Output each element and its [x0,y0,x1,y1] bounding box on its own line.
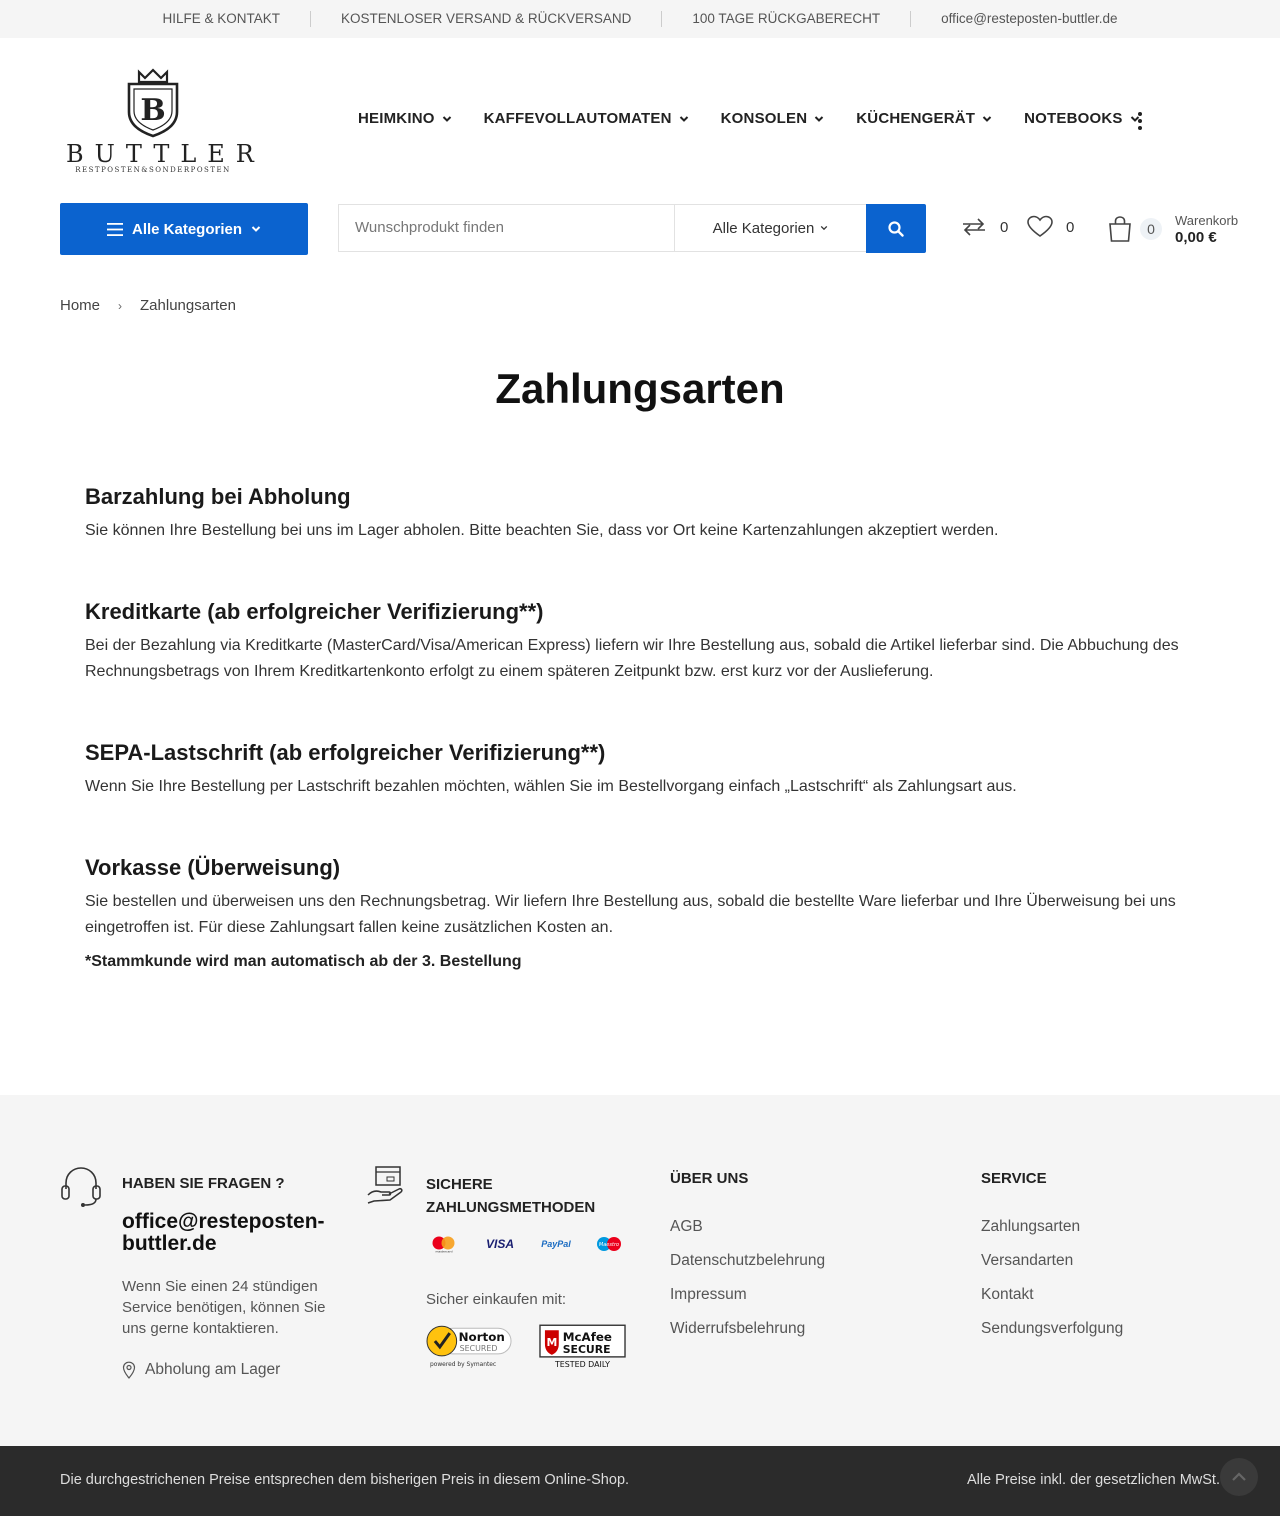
norton-seal-icon [426,1324,513,1370]
nav-heimkino[interactable]: HEIMKINO [358,110,452,127]
mastercard-icon [426,1235,462,1253]
footer-about-links [670,1210,825,1346]
compare-link[interactable] [960,215,1008,239]
chevron-up-icon [1231,1472,1247,1482]
svg-text:McAfee: McAfee [562,1330,612,1345]
visa-logo: VISA [485,1237,514,1251]
top-bar [0,0,1280,38]
topbar-help-contact[interactable]: HILFE & KONTAKT [162,11,281,26]
section-text: Bei der Bezahlung via Kreditkarte (MasterCard/Visa/American Express) liefern wir Ihre Bestellung aus, sobald die Artikel lieferbar sind. Die Abbuchung des Rechnungsbetrags von Ihrem Kreditkartenkonto erfolgt zu einem späteren Zeitpunkt bzw. erst kurz vor der Auslieferung. [85,637,1179,680]
map-pin-icon [122,1361,136,1379]
chevron-down-icon [251,224,261,234]
page-title: Zahlungsarten [495,365,785,412]
breadcrumb-separator: › [118,298,123,313]
footer-link-zahlungsarten[interactable]: Zahlungsarten [981,1218,1081,1235]
secure-shopping-label: Sicher einkaufen mit: [426,1291,567,1308]
footer-location-text: Abholung am Lager [145,1361,281,1378]
breadcrumb [60,297,236,314]
footer-service-links [981,1210,1123,1346]
compare-count: 0 [1000,218,1009,236]
all-categories-button[interactable]: Alle Kategorien [60,203,308,255]
svg-text:SECURE: SECURE [562,1342,611,1356]
chevron-down-icon [982,114,992,124]
nav-konsolen[interactable]: KONSOLEN [721,110,825,127]
site-logo[interactable] [60,68,265,175]
footer-link-impressum[interactable]: Impressum [670,1286,747,1303]
mcafee-seal-icon [539,1324,626,1370]
header [0,38,1280,198]
section-text: Sie bestellen und überweisen uns den Rechnungsbetrag. Wir liefern Ihre Bestellung aus, sobald die bestellte Ware lieferbar und Ihre Überweisung bei uns eingetroffen ist. Für diese Zahlungsart fallen keine zusätzlichen Kosten an. [85,893,1176,936]
search-input[interactable] [355,219,655,236]
footer-link-versandarten[interactable]: Versandarten [981,1252,1074,1269]
footer-contact-text: Wenn Sie einen 24 stündigen Service benötigen, können Sie uns gerne kontaktieren. [122,1278,326,1337]
wishlist-count: 0 [1066,218,1075,236]
footer-link-agb[interactable]: AGB [670,1218,703,1235]
topbar-email[interactable]: office@resteposten-buttler.de [910,11,1147,27]
nav-kaffevollautomaten[interactable]: KAFFEVOLLAUTOMATEN [484,110,689,127]
shopping-bag-icon [1106,215,1134,243]
footer-about-heading: ÜBER UNS [670,1170,749,1187]
bottom-bar [0,1446,1280,1516]
chevron-down-icon [820,224,828,232]
trust-seals [426,1324,626,1370]
svg-text:Maestro: Maestro [598,1242,620,1248]
footer [0,1095,1280,1446]
page-content [85,482,1205,971]
cart-count: 0 [1140,218,1162,240]
wishlist-link[interactable] [1026,215,1074,239]
search-category-select[interactable]: Alle Kategorien [674,205,866,251]
footer-link-sendungsverfolgung[interactable]: Sendungsverfolgung [981,1320,1124,1337]
footer-contact-email[interactable]: office@resteposten-buttler.de [122,1210,325,1255]
section-text: Sie können Ihre Bestellung bei uns im Lager abholen. Bitte beachten Sie, dass vor Ort keine Kartenzahlungen akzeptiert werden. [85,522,999,539]
topbar-free-shipping: KOSTENLOSER VERSAND & RÜCKVERSAND [310,11,661,27]
search-icon [888,221,904,237]
chevron-down-icon [679,114,689,124]
svg-text:TESTED DAILY: TESTED DAILY [554,1359,611,1369]
svg-text:Norton: Norton [458,1330,505,1345]
svg-text:SECURED: SECURED [459,1343,498,1353]
compare-icon [960,215,988,239]
section-heading: Barzahlung bei Abholung [85,484,351,509]
section-prepayment [85,853,1205,941]
price-note: Die durchgestrichenen Preise entsprechen dem bisherigen Preis in diesem Online-Shop. [60,1472,630,1488]
payment-cards [426,1235,626,1253]
cart-link[interactable] [1106,215,1162,243]
nav-notebooks[interactable]: NOTEBOOKS [1024,110,1139,127]
svg-text:powered by Symantec: powered by Symantec [429,1360,497,1368]
topbar-return-policy: 100 TAGE RÜCKGABERECHT [661,11,910,27]
svg-text:M: M [546,1336,558,1350]
logo-wordmark: BUTTLER [66,140,265,168]
chevron-down-icon [814,114,824,124]
breadcrumb-home[interactable]: Home [60,297,101,314]
breadcrumb-current: Zahlungsarten [140,297,236,314]
section-creditcard [85,597,1205,738]
vat-note: Alle Preise inkl. der gesetzlichen MwSt. [966,1472,1220,1488]
svg-text:mastercard: mastercard [435,1249,453,1253]
paypal-logo: PayPal [541,1239,571,1249]
svg-text:B: B [140,93,166,128]
section-sepa [85,738,1205,853]
footer-link-widerruf[interactable]: Widerrufsbelehrung [670,1320,806,1337]
chevron-down-icon [442,114,452,124]
footer-link-datenschutz[interactable]: Datenschutzbelehrung [670,1252,826,1269]
scroll-to-top-button[interactable] [1220,1458,1258,1496]
search-button[interactable] [866,204,926,253]
logo-tagline: RESTPOSTEN&SONDERPOSTEN [75,166,231,174]
section-cash [85,482,1205,597]
section-text: Wenn Sie Ihre Bestellung per Lastschrift bezahlen möchten, wählen Sie im Bestellvorgang einfach „Lastschrift“ als Zahlungsart aus. [85,778,1017,795]
cart-total: 0,00 € [1175,229,1217,246]
search-row [60,203,1240,255]
footer-about [670,1167,825,1346]
maestro-icon [594,1235,624,1253]
search-box [338,204,866,252]
footer-service-heading: SERVICE [981,1170,1047,1187]
cart-label: Warenkorb [1175,213,1239,228]
footer-payment-heading: SICHERE ZAHLUNGSMETHODEN [426,1176,596,1216]
footer-service [981,1167,1123,1346]
hamburger-icon [107,223,123,236]
heart-icon [1026,215,1054,239]
crest-icon [125,68,181,138]
cart-summary[interactable] [1175,212,1238,246]
section-heading: SEPA-Lastschrift (ab erfolgreicher Verifizierung**) [85,740,606,765]
main-nav [358,110,1140,127]
section-heading: Vorkasse (Überweisung) [85,855,341,880]
footer-link-kontakt[interactable]: Kontakt [981,1286,1034,1303]
more-menu-icon[interactable] [1138,112,1146,133]
section-heading: Kreditkarte (ab erfolgreicher Verifizierung**) [85,599,544,624]
footer-location [122,1359,362,1380]
nav-kuechengeraet[interactable]: KÜCHENGERÄT [856,110,992,127]
regular-customer-note: *Stammkunde wird man automatisch ab der 3. Bestellung [85,953,522,970]
payment-hand-icon [366,1165,408,1207]
headset-icon [60,1165,102,1209]
footer-contact-heading: HABEN SIE FRAGEN ? [122,1175,285,1192]
